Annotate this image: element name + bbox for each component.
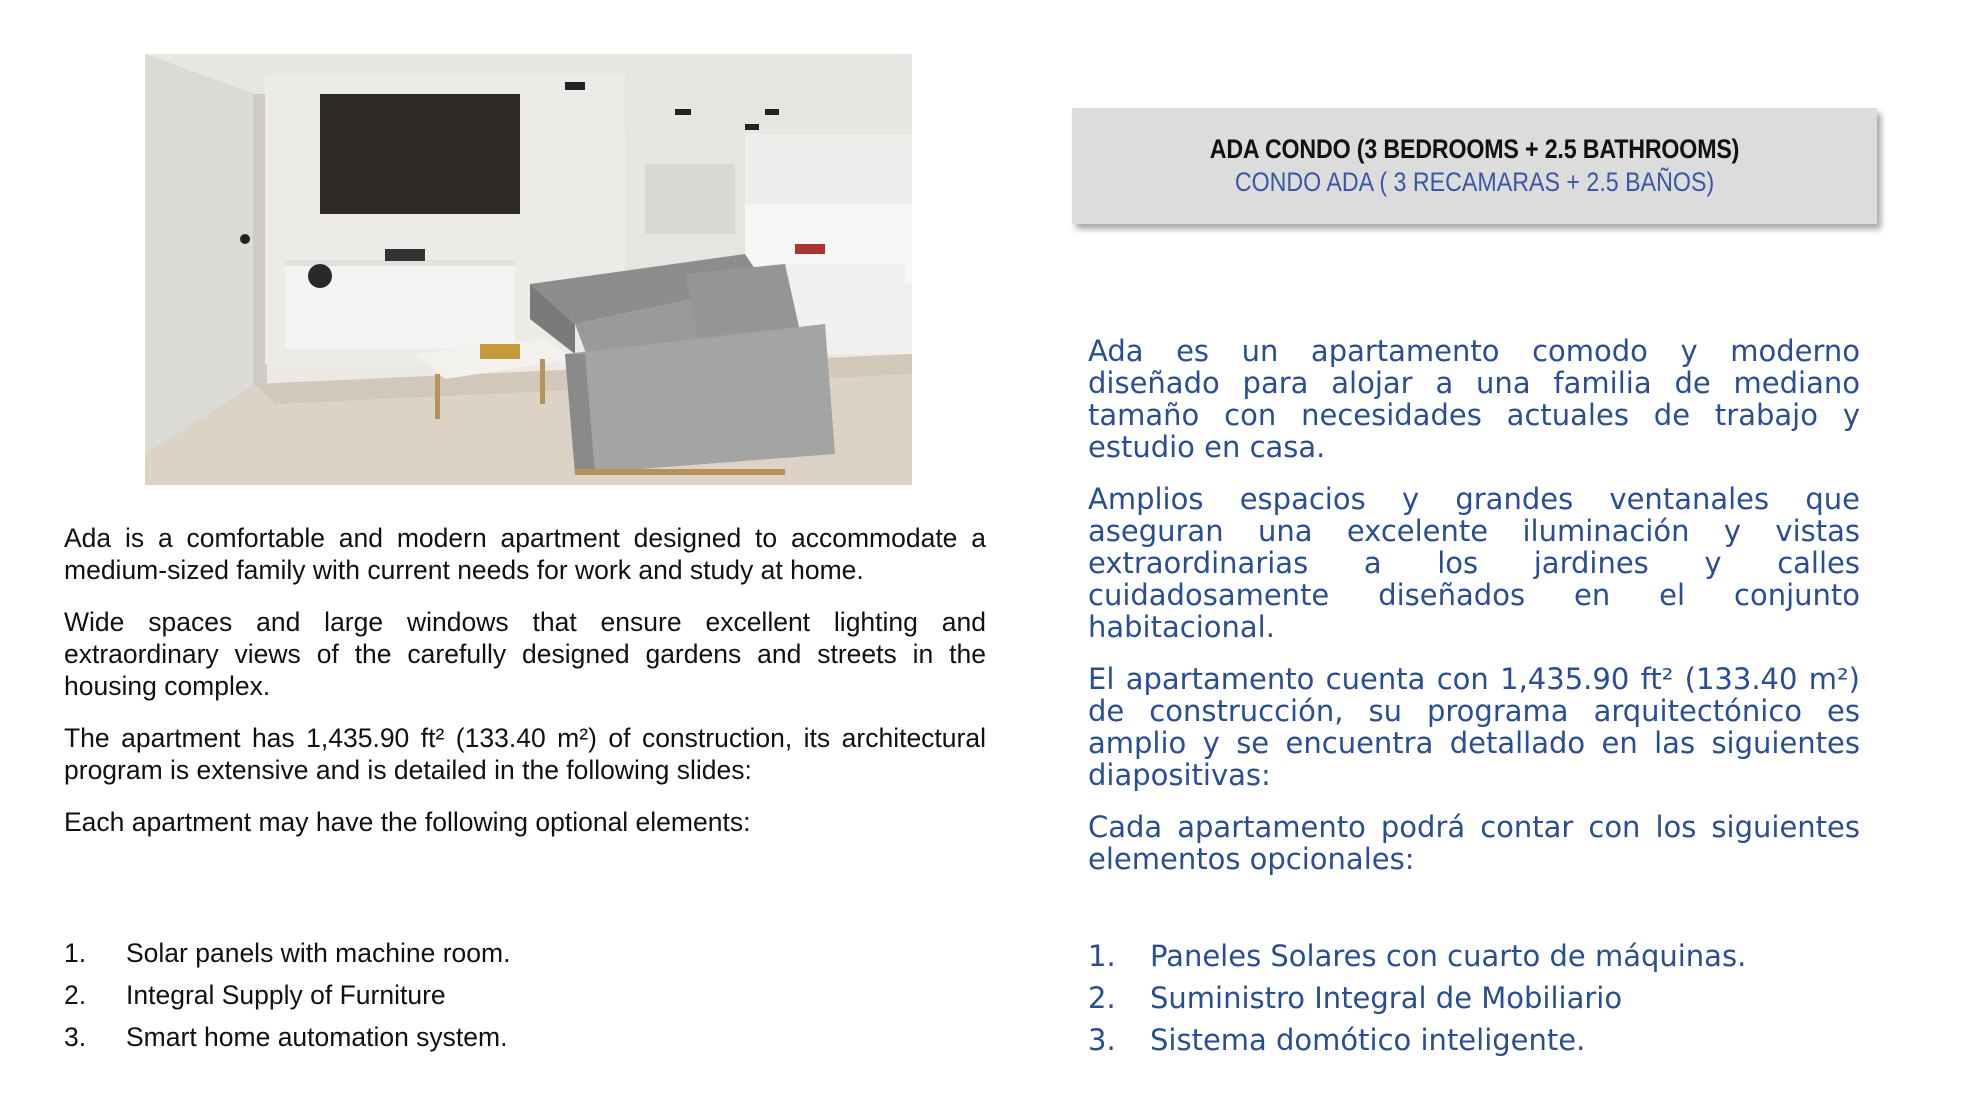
list-text: Smart home automation system. bbox=[126, 1021, 508, 1052]
english-paragraph-intro: Ada is a comfortable and modern apartment designed to accommodate a medium-sized family with current needs for work and study at home. bbox=[64, 523, 986, 585]
list-text: Sistema domótico inteligente. bbox=[1150, 1023, 1586, 1057]
list-item bbox=[64, 932, 964, 974]
list-number: 1. bbox=[64, 937, 87, 968]
list-text: Suministro Integral de Mobiliario bbox=[1150, 981, 1623, 1015]
list-number: 3. bbox=[64, 1021, 87, 1052]
list-number: 1. bbox=[1088, 939, 1116, 973]
english-paragraph-optional: Each apartment may have the following optional elements: bbox=[64, 807, 751, 837]
list-item bbox=[64, 1016, 964, 1058]
page-subtitle-spanish: CONDO ADA ( 3 RECAMARAS + 2.5 BAÑOS) bbox=[1234, 167, 1715, 197]
title-box bbox=[1072, 108, 1877, 224]
spanish-paragraph-area: El apartamento cuenta con 1,435.90 ft² (133.40 m²) de construcción, su programa arquitectónico es amplio y se encuentra detallado en las siguientes diapositivas: bbox=[1088, 662, 1860, 792]
list-number: 2. bbox=[1088, 981, 1116, 1015]
spanish-paragraph-intro: Ada es un apartamento comodo y moderno diseñado para alojar a una familia de mediano tamaño con necesidades actuales de trabajo y estudio en casa. bbox=[1088, 334, 1860, 464]
spanish-description bbox=[1088, 335, 1860, 895]
list-item bbox=[1088, 1019, 1868, 1061]
list-text: Integral Supply of Furniture bbox=[126, 979, 446, 1010]
list-text: Paneles Solares con cuarto de máquinas. bbox=[1150, 939, 1747, 973]
list-item bbox=[1088, 935, 1868, 977]
list-item bbox=[64, 974, 964, 1016]
english-paragraph-spaces: Wide spaces and large windows that ensure excellent lighting and extraordinary views of the carefully designed gardens and streets in the housing complex. bbox=[64, 607, 986, 701]
english-paragraph-area: The apartment has 1,435.90 ft² (133.40 m²) of construction, its architectural program is extensive and is detailed in the following slides: bbox=[64, 723, 986, 785]
list-item bbox=[1088, 977, 1868, 1019]
spanish-paragraph-spaces: Amplios espacios y grandes ventanales que aseguran una excelente iluminación y vistas extraordinarias a los jardines y calles cuidadosamente diseñados en el conjunto habitacional. bbox=[1088, 482, 1860, 644]
apartment-interior-photo bbox=[145, 54, 912, 485]
english-optional-list bbox=[64, 932, 964, 1058]
list-text: Solar panels with machine room. bbox=[126, 937, 511, 968]
spanish-paragraph-optional: Cada apartamento podrá contar con los siguientes elementos opcionales: bbox=[1088, 810, 1860, 876]
list-number: 3. bbox=[1088, 1023, 1116, 1057]
page-title: ADA CONDO (3 BEDROOMS + 2.5 BATHROOMS) bbox=[1209, 134, 1740, 164]
spanish-optional-list bbox=[1088, 935, 1868, 1061]
list-number: 2. bbox=[64, 979, 87, 1010]
english-description bbox=[64, 522, 986, 858]
